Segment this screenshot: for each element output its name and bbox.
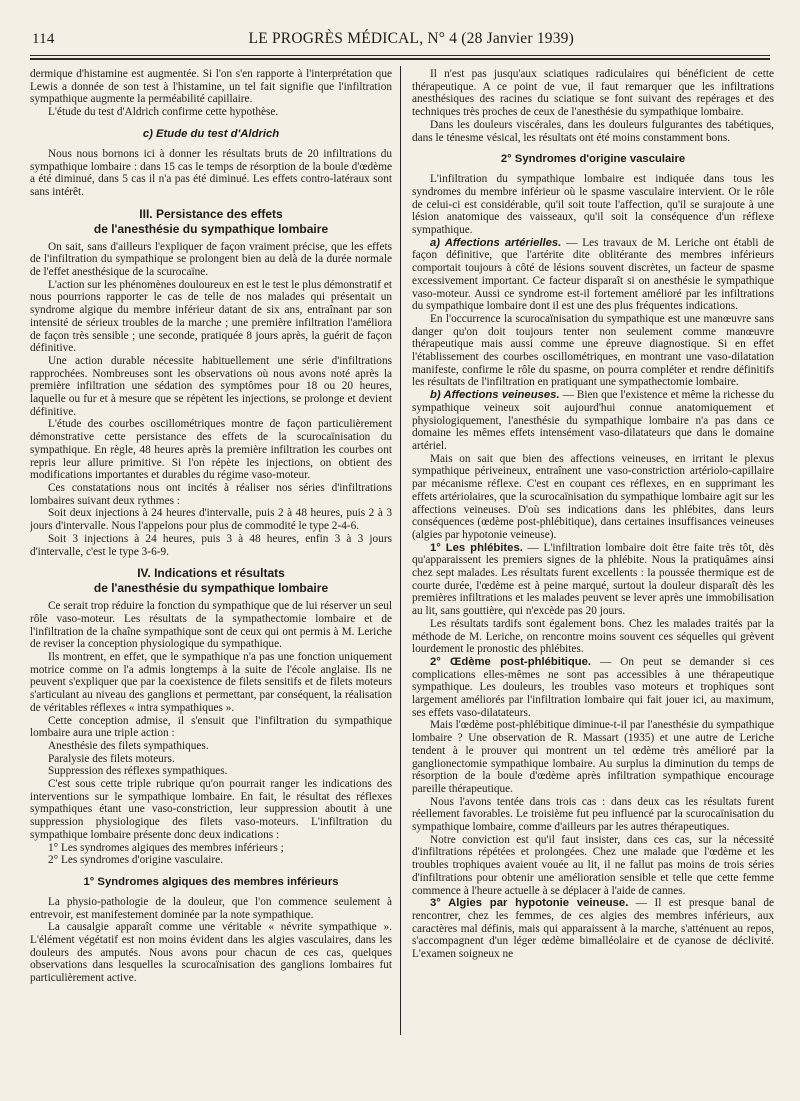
paragraph: Cette conception admise, il s'ensuit que l'infiltration du sympathique lombaire aura une triple action : [30, 714, 392, 740]
section-heading-line: IV. Indications et résultats [137, 566, 285, 581]
paragraph-lead: 3° Algies par hypotonie veineuse. [430, 897, 629, 910]
page-header [32, 30, 768, 54]
section-heading [30, 207, 392, 237]
paragraph: Les résultats tardifs sont également bons. Chez les malades traités par la méthode de M. Leriche, on rencontre moins souvent ces séquelles qui grèvent lourdement le pronostic des phlébites. [412, 617, 774, 656]
paragraph: En l'occurrence la scurocaïnisation du sympathique est une manœuvre sans danger qu'on doit toujours tenter non seulement comme manœuvre thérapeutique mais aussi comme une épreuve diagnostique. Si en effet l'établissement des courbes oscillométriques, en montrant une vaso-dilatation manifeste, confirme le rôle du spasme, on pourra compléter et rendre définitifs les résultats de l'infiltration en pratiquant une sympathectomie lombaire. [412, 312, 774, 389]
section-heading-line: de l'anesthésie du sympathique lombaire [93, 221, 329, 236]
paragraph: Une action durable nécessite habituellement une série d'infiltrations rapprochées. Nombreuses sont les observations où nous avons noté après la première infiltration une sédation des symptômes pour 18 ou 20 heures, laquelle ou fur et à mesure que se répètent les injections, se prolonge et devient définitive. [30, 354, 392, 418]
paragraph: Ils montrent, en effet, que le sympathique n'a pas une fonction uniquement motrice comme on l'a admis longtemps à la suite de l'école anglaise. Ils ne peuvent s'expliquer que par la coexistence de filets sensitifs et de filets moteurs s'articulant au niveau des ganglions et permettant, par conséquent, la réalisation de véritables réflexes « intra sympathiques ». [30, 651, 392, 714]
paragraph: Notre conviction est qu'il faut insister, dans ces cas, sur la nécessité d'infiltrations répétées et prolongées. Chez une malade que l'œdème et les troubles trophiques avaient vouée au lit, il ne fallut pas moins de trois séries d'infiltrations pour obtenir une amélioration sensible et telle que cette femme commence à l'heure actuelle à se déplacer à l'aide de cannes. [412, 833, 774, 897]
paragraph: On sait, sans d'ailleurs l'expliquer de façon vraiment précise, que les effets de l'infiltration du sympathique se prolongent bien au delà de la durée normale de l'effet anesthésique de la scurocaïne. [30, 240, 392, 279]
section-heading-line: de l'anesthésie du sympathique lombaire [93, 581, 329, 596]
paragraph: Dans les douleurs viscérales, dans les douleurs fulgurantes des tabétiques, dans le ténesme vésical, les résultats ont été moins constamment bons. [412, 118, 774, 144]
header-rule [30, 55, 770, 56]
paragraph: L'action sur les phénomènes douloureux en est le test le plus démonstratif et nous pourrions rapporter le cas de telle de nos malades qui présentait un syndrome algique du membre inférieur datant de six ans, entraînant par son intensité de sérieux troubles de la marche ; une première infiltration l'améliora de façon très sensible ; une seconde, pratiquée 8 jours après, la guérit de façon définitive. [30, 278, 392, 355]
paragraph: Nous l'avons tentée dans trois cas : dans deux cas les résultats furent réellement favorables. Le troisième fut peu influencé par la scurocaïnisation du sympathique lombaire, comme d'ailleurs par les autres thérapeutiques. [412, 795, 774, 834]
paragraph: Soit deux injections à 24 heures d'intervalle, puis 2 à 48 heures, puis 2 à 3 jours d'intervalle. Nous l'appelons pour plus de commodité le type 2-4-6. [30, 507, 392, 533]
paragraph: L'étude du test d'Aldrich confirme cette hypothèse. [48, 106, 279, 119]
paragraph: C'est sous cette triple rubrique qu'on pourrait ranger les indications des interventions sur le sympathique lombaire. En fait, le résultat des réflexes sympathiques étant une vaso-constriction, leur suppression aboutit à une suppression physiologique des filets vaso-moteurs. L'infiltration du sympathique lombaire présente donc deux indications : [30, 778, 392, 841]
paragraph-text: — L'infiltration lombaire doit être faite très tôt, dès qu'apparaissent les premiers signes de la phlébite. Nous la pratiquâmes ainsi chez sept malades. Les résultats furent excellents : la poussée thermique est de courte durée, l'œdème est à peine marqué, surtout la douleur disparaît dès les premières infiltrations et les malades peuvent se lever après une immobilisation au lit, sans gouttière, qui n'excède pas 20 jours. [412, 541, 774, 618]
paragraph: L'infiltration du sympathique lombaire est indiquée dans tous les syndromes du membre inférieur où le spasme vasculaire intervient. Or le rôle de celui-ci est considérable, qu'il soit toute l'affection, qu'il se surajoute à une lésion anatomique des vaisseaux, qu'il soit la conséquence d'un réflexe sympathique. [412, 173, 774, 237]
paragraph-lead: b) Affections veineuses. [430, 389, 560, 402]
paragraph: Nous nous bornons ici à donner les résultats bruts de 20 infiltrations du sympathique lombaire : dans 15 cas le temps de résorption de la boule d'œdème a été diminué, dans 5 cas il n'a pas été diminué. Les effets contro-latéraux sont sans intérêt. [30, 147, 392, 198]
paragraph-lead: a) Affections artérielles. [430, 236, 562, 249]
paragraph [412, 897, 774, 961]
paragraph: Mais on sait que bien des affections veineuses, en irritant le plexus sympathique périveineux, entraînent une vaso-constriction artériolo-capillaire par mécanisme réflexe. C'est en coupant ces réflexes, en en supprimant les effets artériolaires, que la scurocaïnisation du sympathique lombaire agit sur les affections veineuses. D'où ses indications dans les phlébites, dans leurs conséquences (œdème post-phlébitique), dans certaines insuffisances veineuses (algies par hypotonie veineuse). [412, 452, 774, 541]
paragraph: La causalgie apparaît comme une véritable « névrite sympathique ». L'élément végétatif est non moins évident dans les algies vasculaires, dans les douleurs des amputés. Nous avons pour chacun de ces cas, quelques observations dans lesquelles la scurocaïnisation des ganglions lombaires fut particulièrement active. [30, 921, 392, 985]
paragraph: La physio-pathologie de la douleur, que l'on commence seulement à entrevoir, est manifestement dominée par la note sympathique. [30, 895, 392, 921]
paragraph: 1° Les syndromes algiques des membres inférieurs ; [48, 841, 284, 854]
paragraph-lead: 1° Les phlébites. [430, 541, 523, 554]
paragraph: 2° Les syndromes d'origine vasculaire. [48, 854, 224, 867]
paragraph-text: — Bien que l'existence et même la richesse du sympathique veineux soit aujourd'hui connue anatomiquement et physiologiquement, l'anesthésie du sympathique lombaire n'a pas dans ce domaine les mêmes effets intensément vaso-dilatateurs que dans le domaine artériel. [412, 389, 774, 452]
header-rule-thick [30, 58, 770, 60]
section-heading [30, 566, 392, 596]
subsection-heading: 2° Syndromes d'origine vasculaire [500, 153, 686, 166]
paragraph-lead: 2° Œdème post-phlébitique. [430, 655, 592, 668]
paragraph: Mais l'œdème post-phlébitique diminue-t-il par l'anesthésie du sympathique lombaire ? Une observation de R. Massart (1935) et une autre de Leriche tendent à le prouver qui montrent un tel œdème très amélioré par la ganglionectomie sympathique lombaire. Au surplus la diminution du temps de résorption de la boule d'œdème après infiltration sympathique encourage pareille thérapeutique. [412, 719, 774, 795]
paragraph: Soit 3 injections à 24 heures, puis 3 à 48 heures, enfin 3 à 3 jours d'intervalle, c'est le type 3-6-9. [30, 532, 392, 558]
paragraph-text: — On peut se demander si ces complications elles-mêmes ne sont pas accessibles à une thérapeutique sympathique. Les douleurs, les troubles vaso moteurs et trophiques sont largement améliorés par l'infiltration lombaire qui fait jouer ici, au maximum, ses effets vaso-dilatateurs. [412, 655, 774, 719]
subsection-heading: 1° Syndromes algiques des membres inférieurs [83, 875, 339, 888]
paragraph [412, 656, 774, 720]
paragraph [412, 237, 774, 313]
paragraph: Ce serait trop réduire la fonction du sympathique que de lui réserver un seul rôle vaso-moteur. Les résultats de la sympathectomie lombaire et de l'infiltration de la chaîne sympathique sont de ceux qui ont permis à M. Leriche de reviser la conception physiologique du sympathique. [30, 600, 392, 651]
paragraph: Suppression des réflexes sympathiques. [48, 765, 228, 778]
journal-title: LE PROGRÈS MÉDICAL, N° 4 (28 Janvier 1939) [248, 30, 574, 47]
paragraph-text: — Les travaux de M. Leriche ont établi de façon définitive, que l'artérite dite oblitérante des membres inférieurs comportait toujours à côté de lésions souvent discrètes, un facteur de spasme excessivement important. Ce facteur disparaît si on anesthésie le sympathique vaso-moteur. Aussi ce syndrome est-il fortement amélioré par les infiltrations du sympathique lombaire dont il est une des plus fréquentes indications. [412, 236, 774, 313]
paragraph [412, 389, 774, 453]
subsection-heading: c) Etude du test d'Aldrich [142, 127, 280, 140]
column-divider [400, 66, 401, 1035]
paragraph [412, 542, 774, 618]
paragraph: L'étude des courbes oscillométriques montre de façon particulièrement démonstrative cette persistance des effets de la scurocaïnisation du sympathique. En règle, 48 heures après la première infiltration les courbes ont repris leur allure primitive. Si l'on répète les injections, on obtient des modifications importantes et durables du régime vaso-moteur. [30, 418, 392, 482]
paragraph: dermique d'histamine est augmentée. Si l'on s'en rapporte à l'interprétation que Lewis a donnée de son test à l'histamine, un tel fait signifie que l'infiltration sympathique augmente la perméabilité capillaire. [30, 68, 392, 106]
right-column [412, 68, 774, 1068]
paragraph: Ces constatations nous ont incités à réaliser nos séries d'infiltrations lombaires suivant deux rythmes : [30, 481, 392, 507]
paragraph-text: — Il est presque banal de rencontrer, chez les femmes, de ces algies des membres inférieurs, aux caractères mal définis, mais qui apparaissent à la marche, s'atténuent au repos, s'accompagnent d'un léger œdème bimalléolaire et de cyanose de déclivité. L'examen soigneux ne [412, 897, 774, 961]
paragraph: Il n'est pas jusqu'aux sciatiques radiculaires qui bénéficient de cette thérapeutique. A ce point de vue, il faut remarquer que les infiltrations anesthésiques des racines du sciatique se font suivant des repérages et des techniques très proches de ceux de l'anesthésie du sympathique lombaire. [412, 68, 774, 119]
page-number: 114 [32, 31, 55, 47]
section-heading-line: III. Persistance des effets [139, 206, 283, 221]
left-column [30, 68, 392, 1068]
paragraph: Anesthésie des filets sympathiques. [48, 739, 209, 752]
paragraph: Paralysie des filets moteurs. [48, 752, 175, 765]
